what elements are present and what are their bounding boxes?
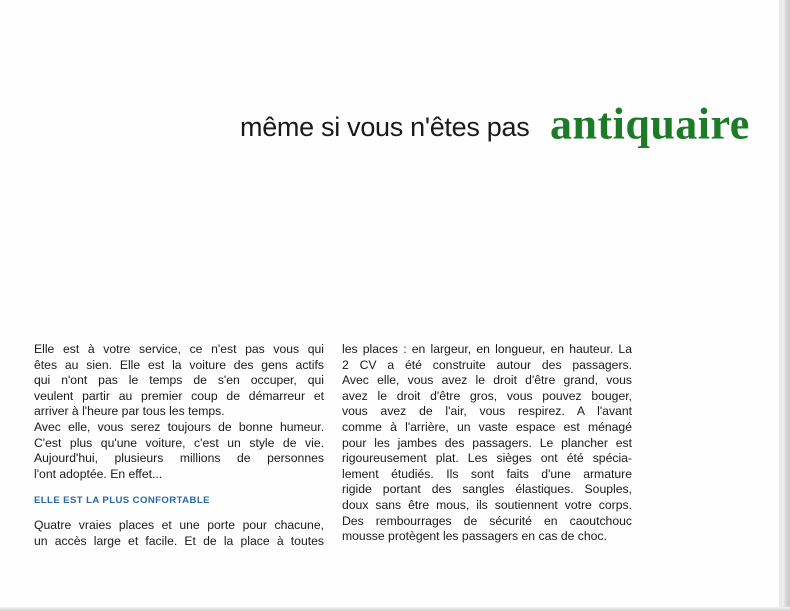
text-line: l'ont adoptée. En effet... (34, 466, 163, 481)
headline-gothic-word: antiquaire (550, 98, 750, 149)
right-text-column (342, 342, 632, 545)
paragraph-places (34, 518, 324, 549)
text-line: pour les jambes des passagers. Le plancher est (342, 435, 632, 450)
text-line: C'est plus qu'une voiture, c'est un style de vie. (34, 435, 324, 450)
section-subheading: ELLE EST LA PLUS CONFORTABLE (34, 495, 210, 507)
headline-text: même si vous n'êtes pas (240, 112, 530, 142)
text-line: rigide portant des sangles élastiques. Souples, (342, 482, 632, 497)
text-line: Avec elle, vous serez toujours de bonne humeur. (34, 419, 324, 434)
text-line: 2 CV a été construite autour des passagers. (342, 357, 632, 372)
text-line: qui n'ont pas le temps de s'en occuper, qui (34, 373, 324, 388)
text-line: les places : en largeur, en longueur, en hauteur. La (342, 342, 632, 356)
text-line: Des rembourrages de sécurité en caoutchouc (342, 513, 632, 528)
text-line: Quatre vraies places et une porte pour chacune, (34, 517, 324, 532)
text-line: Elle est à votre service, ce n'est pas vous qui (34, 342, 324, 356)
text-line: mousse protègent les passagers en cas de choc. (342, 529, 607, 544)
text-line: vous avez de l'air, vous respirez. A l'avant (342, 404, 632, 419)
paragraph-humeur (34, 420, 324, 482)
page-edge (782, 0, 790, 611)
text-line: veulent partir au premier coup de démarreur et (34, 388, 324, 403)
text-line: comme à l'arrière, un vaste espace est ménagé (342, 419, 632, 434)
text-line: êtes au sien. Elle est la voiture des gens actifs (34, 357, 324, 372)
text-line: rigoureusement plat. Les sièges ont été spécia- (342, 451, 632, 466)
text-line: lement étudiés. Ils sont faits d'une armature (342, 466, 632, 481)
left-text-column (34, 342, 324, 549)
headline (240, 98, 780, 148)
text-line: Aujourd'hui, plusieurs millions de personnes (34, 451, 324, 466)
text-line: arriver à l'heure par tous les temps. (34, 404, 225, 419)
text-line: Avec elle, vous avez le droit d'être grand, vous (342, 373, 632, 388)
text-line: doux sans être mous, ils soutiennent votre corps. (342, 497, 632, 512)
text-line: un accès large et facile. Et de la place à toutes (34, 533, 324, 548)
text-line: avez le droit d'être gros, vous pouvez bouger, (342, 388, 632, 403)
page-bottom-edge (0, 607, 790, 611)
paragraph-service (34, 342, 324, 420)
